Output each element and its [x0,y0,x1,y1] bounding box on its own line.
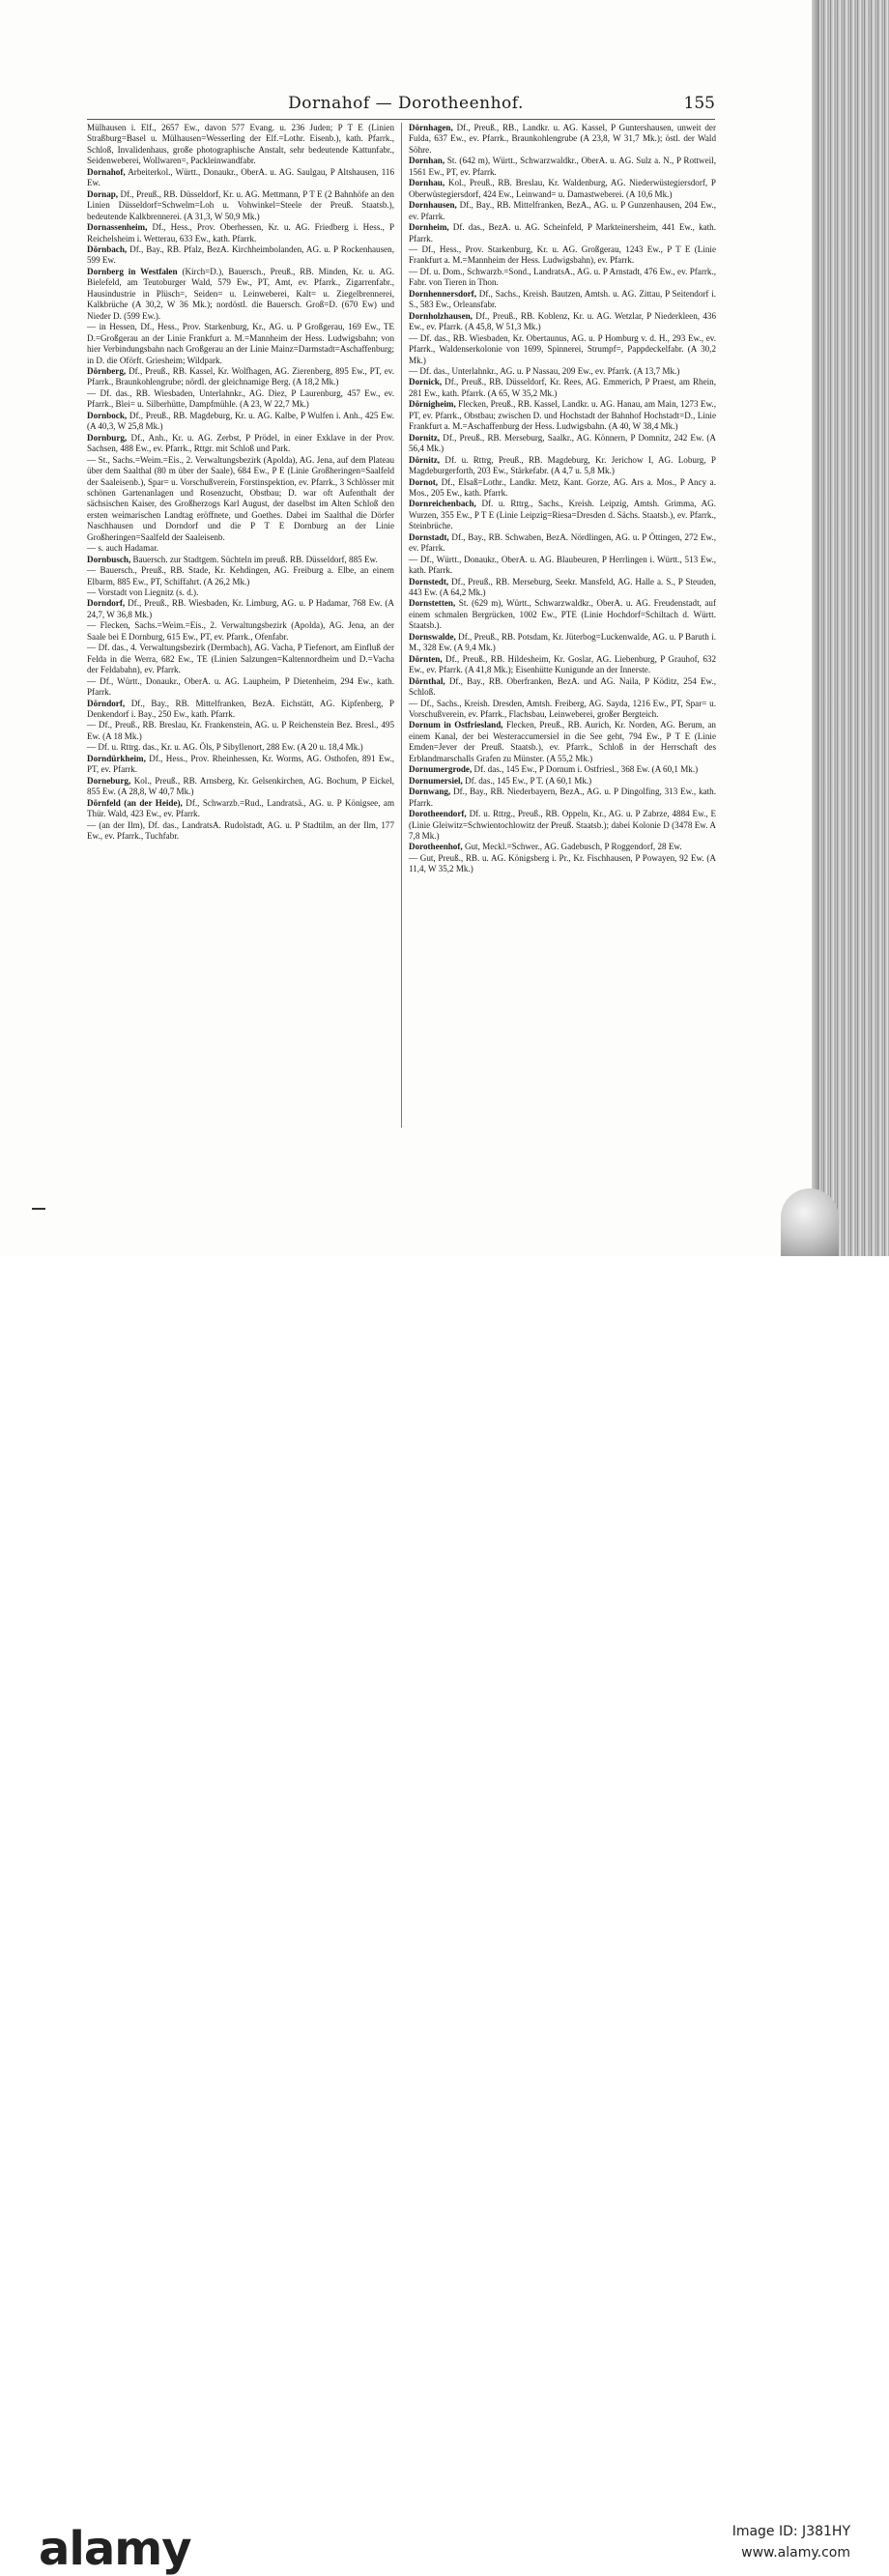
column-divider [401,123,402,1128]
entry-term: Dornahof, [87,166,126,177]
entry-text: St. (629 m), Württ., Schwarzwaldkr., OberA. u. AG. Freudenstadt, auf einem schmalen Bergrücken, 1002 Ew., PTE (Linie Hochdorf=Schiltach d. Württ. Staatsb.). [409,598,716,631]
entry-text: Df., Bay., RB. Pfalz, BezA. Kirchheimbolanden, AG. u. P Rockenhausen, 599 Ew. [87,243,394,266]
entry-text: — Df., Preuß., RB. Breslau, Kr. Frankenstein, AG. u. P Reichenstein Bez. Bresl., 495 Ew. (A 18 Mk.) [87,720,394,741]
dictionary-entry [409,178,716,200]
entry-term: Dörnhagen, [409,123,453,132]
dictionary-entry [87,366,394,388]
entry-text: Df. das., BezA. u. AG. Scheinfeld, P Markteinersheim, 441 Ew., kath. Pfarrk. [409,222,716,243]
entry-text: — Flecken, Sachs.=Weim.=Eis., 2. Verwaltungsbezirk (Apolda), AG. Jena, an der Saale bei E Dornburg, 615 Ew., PT, ev. Pfarrk., Ofenfabr. [87,620,394,642]
entry-term: Dornumergrode, [409,764,473,775]
dictionary-entry [409,200,716,222]
dictionary-entry [87,267,394,322]
entry-text: (Kirch=D.), Bauersch., Preuß., RB. Minden, Kr. u. AG. Bielefeld, am Teutoburger Wald, 579 Ew., PT, Amt, ev. Pfarrk., Zigarrenfabr., Hausindustrie in Plüsch=, Seiden= u. Leinweberei, Kalt= u. Ziegelbrennerei, Kalkbrüche (A 30,2, W 36 Mk.); nordöstl. die Bauersch. Groß=D. (670 Ew) und Nieder D. (599 Ew.). [87,266,395,321]
entry-term: Dörnberg, [87,365,127,376]
dictionary-entry [87,244,394,267]
dictionary-entry [87,776,394,798]
entry-text: Df., Anh., Kr. u. AG. Zerbst, P Prödel, in einer Exklave in der Prov. Sachsen, 488 Ew., ev. Pfarrk., Rttgr. mit Schloß und Park. [87,432,394,454]
entry-term: Dornheim, [409,222,449,233]
entry-text: Df., Preuß., RB. Kassel, Kr. Wolfhagen, AG. Zierenberg, 895 Ew., PT, ev. Pfarrk., Braunkohlengrube; nördl. der gleichnamige Berg. (A 18,2 Mk.) [87,365,395,387]
dictionary-entry [87,167,394,189]
image-id: Image ID: J381HY [731,2524,850,2539]
entry-text: Df., Bay., RB. Oberfranken, BezA. und AG. Naila, P Köditz, 254 Ew., Schloß. [409,675,716,698]
entry-term: Dornhennersdorf, [409,288,476,299]
dictionary-entry [409,598,716,631]
dictionary-entry [409,787,716,809]
entry-text: — Df., Württ., Donaukr., OberA. u. AG. Laupheim, P Dietenheim, 294 Ew., kath. Pfarrk. [87,675,394,698]
entry-text: Df., Bay., RB. Niederbayern, BezA., AG. u. P Dingolfing, 313 Ew., kath. Pfarrk. [409,787,716,808]
dictionary-entry [87,742,394,753]
right-column [409,123,716,875]
page-corner-curl [781,1188,839,1256]
book-page-edge [812,0,889,1256]
entry-text: Df. u. Rttrg, Preuß., RB. Magdeburg, Kr. Jerichow I, AG. Loburg, P Magdeburgerforth, 203 Ew., Stärkefabr. (A 4,7 u. 5,8 Mk.) [409,454,716,476]
entry-text: Arbeiterkol., Württ., Donaukr., OberA. u. AG. Saulgau, P Altshausen, 116 Ew. [87,166,394,188]
entry-text: Df., Sachs., Kreish. Bautzen, Amtsh. u. AG. Zittau, P Seitendorf i. S., 583 Ew., Orleansfabr. [409,288,716,310]
dictionary-entry [409,477,716,500]
entry-text: Df., Hess., Prov. Rheinhessen, Kr. Worms, AG. Osthofen, 891 Ew., PT, ev. Pfarrk. [87,753,394,775]
dictionary-entry [409,222,716,244]
dictionary-entry [87,189,394,222]
entry-text: Df. u. Rttrg., Sachs., Kreish. Leipzig, Amtsh. Grimma, AG. Wurzen, 355 Ew., P T E (Linie Leipzig=Riesa=Dresden d. Sächs. Staatsb.), ev. Pfarrk., Steinbrüche. [409,499,716,531]
dictionary-entry [409,654,716,676]
dictionary-entry [87,123,394,167]
entry-text: Df., Preuß., RB. Hildesheim, Kr. Goslar, AG. Liebenburg, P Grauhof, 632 Ew., ev. Pfarrk. (A 41,8 Mk.); Eisenhütte Kunigunde an der Innerste. [409,653,716,675]
dictionary-entry [409,555,716,577]
entry-text: Df., Preuß., RB. Koblenz, Kr. u. AG. Wetzlar, P Niederkleen, 436 Ew., ev. Pfarrk. (A 45,8, W 51,3 Mk.) [409,310,716,332]
entry-text: — St., Sachs.=Weim.=Eis., 2. Verwaltungsbezirk (Apolda), AG. Jena, auf dem Plateau über dem Saalthal (80 m über der Saale), 684 Ew., P E (Linie Großheringen=Saalfeld der Saaleisenb.), Spar= u. Vorschußverein, Forstinspektion, ev. Pfarrk., 3 Schlösser mit schönen Gartenanlagen und Rosenzucht, Obstbau; D. war oft Aufenthalt der sächsischen Kaiser, des Großherzogs Karl August, der daselbst im Alten Schloß den ersten weimarischen Landtag eröffnete, und Goethes. Dabei im Saalthal die Dörfer Naschhausen und Dorndorf und die P T E Dornburg an der Linie Großheringen=Saalfeld der Saaleisenb. [87,454,394,542]
entry-term: Dornumersiel, [409,775,463,786]
entry-term: Dörnfeld (an der Heide), [87,797,183,808]
entry-text: Kol., Preuß., RB. Arnsberg, Kr. Gelsenkirchen, AG. Bochum, P Eickel, 855 Ew. (A 28,8, W 40,7 Mk.) [87,775,394,797]
dictionary-entry [409,632,716,654]
header-rule [87,119,715,120]
entry-text: — Df. u. Rttrg. das., Kr. u. AG. Öls, P Sibyllenort, 288 Ew. (A 20 u. 18,4 Mk.) [87,742,363,753]
left-column [87,123,394,842]
entry-text: Df., Schwarzb.=Rud., Landratsä., AG. u. P Königsee, am Thür. Wald, 423 Ew., ev. Pfarrk. [87,797,395,819]
dictionary-entry [87,543,394,554]
entry-text: — (an der Ilm), Df. das., LandratsA. Rudolstadt, AG. u. P Stadtilm, an der Ilm, 177 Ew., ev. Pfarrk., Tuchfabr. [87,819,394,841]
entry-text: — Df. das., RB. Wiesbaden, Kr. Obertaunus, AG. u. P Homburg v. d. H., 293 Ew., ev. Pfarrk., Waldenserkolonie von 1699, Spinnerei, Strumpf=, Pappdeckelfabr. (A 30,2 Mk.) [409,332,716,365]
dictionary-entry [409,267,716,289]
site-url[interactable]: www.alamy.com [741,2545,850,2561]
dictionary-entry [87,555,394,565]
entry-term: Dornberg in Westfalen [87,266,178,276]
entry-term: Dornap, [87,188,119,199]
entry-text: — Gut, Preuß., RB. u. AG. Königsberg i. Pr., Kr. Fischhausen, P Powayen, 92 Ew. (A 11,4, W 35,2 Mk.) [409,852,716,874]
entry-term: Dorotheenhof, [409,842,463,852]
entry-text: Df. das., 145 Ew., P T. (A 60,1 Mk.) [465,775,592,786]
entry-text: — Df., Hess., Prov. Starkenburg, Kr. u. AG. Großgerau, 1243 Ew., P T E (Linie Frankfurt a. M.=Mannheim der Hess. Ludwigsbahn), ev. Pfarrk. [409,243,716,266]
entry-term: Dornswalde, [409,631,456,642]
entry-text: Df., Preuß., RB. Düsseldorf, Kr. Rees, AG. Emmerich, P Praest, am Rhein, 281 Ew., kath. Pfarrk. (A 65, W 35,2 Mk.) [409,377,716,398]
entry-term: Dornhausen, [409,200,457,211]
entry-text: — Bauersch., Preuß., RB. Stade, Kr. Kehdingen, AG. Freiburg a. Elbe, an einem Elbarm, 885 Ew., PT, Schiffahrt. (A 26,2 Mk.) [87,565,394,587]
entry-term: Dorndorf, [87,598,126,609]
entry-text: — Df. u. Dom., Schwarzb.=Sond., LandratsA., AG. u. P Arnstadt, 476 Ew., ev. Pfarrk., Fabr. von Tieren in Thon. [409,266,716,288]
page-number: 155 [683,94,715,113]
running-header [97,94,715,117]
entry-text: Df., Preuß., RB. Potsdam, Kr. Jüterbog=Luckenwalde, AG. u. P Baruth i. M., 328 Ew. (A 9,4 Mk.) [409,631,716,653]
dictionary-entry [409,123,716,156]
dictionary-entry [409,853,716,875]
dictionary-entry [409,776,716,787]
entry-text: — Vorstadt von Liegnitz (s. d.). [87,587,199,598]
entry-term: Dörnthal, [409,675,445,686]
entry-text: Df., Elsaß=Lothr., Landkr. Metz, Kant. Gorze, AG. Ars a. Mos., P Ancy a. Mos., 205 Ew., kath. Pfarrk. [409,476,716,498]
dictionary-entry [409,244,716,267]
dictionary-entry [409,676,716,699]
entry-text: Df., Bay., RB. Mittelfranken, BezA., AG. u. P Gunzenhausen, 204 Ew., ev. Pfarrk. [409,200,716,221]
entry-term: Dorneburg, [87,775,131,786]
entry-text: — in Hessen, Df., Hess., Prov. Starkenburg, Kr., AG. u. P Großgerau, 169 Ew., TE D.=Großgerau an der Linie Frankfurt a. M.=Mannheim der Hess. Ludwigsbahn; von hier Verbindungsbahn nach Großgerau an der Linie Mainz=Darmstadt=Aschaffenburg; in D. die Oförft. Griesheim; Wildpark. [87,322,394,365]
dictionary-entry [87,322,394,366]
dictionary-entry [87,222,394,244]
entry-term: Dornstadt, [409,531,449,542]
entry-term: Dornot, [409,476,439,487]
entry-term: Dornbock, [87,410,128,420]
entry-term: Dornwang, [409,787,451,797]
entry-text: Df., Preuß., RB. Düsseldorf, Kr. u. AG. Mettmann, P T E (2 Bahnhöfe an den Linien Düsseldorf=Schwelm=Loh u. Vohwinkel=Steele der Preuß. Staatsb.), bedeutende Kalkbrennerei. (A 31,3, W 50,9 Mk.) [87,188,394,221]
entry-text: Df. das., 145 Ew., P Dornum i. Ostfriesl., 368 Ew. (A 60,1 Mk.) [473,764,699,775]
entry-text: Df., Preuß., RB. Merseburg, Saalkr., AG. Könnern, P Domnitz, 242 Ew. (A 56,4 Mk.) [409,432,716,454]
dictionary-entry [87,798,394,820]
entry-text: Df., Preuß., RB. Wiesbaden, Kr. Limburg, AG. u. P Hadamar, 768 Ew. (A 24,7, W 36,8 Mk.) [87,598,394,619]
entry-term: Dornreichenbach, [409,499,476,509]
entry-term: Dörnitz, [409,454,441,465]
dictionary-entry [409,764,716,775]
dictionary-entry [409,377,716,399]
entry-term: Dornholzhausen, [409,310,473,321]
entry-term: Dornitz, [409,432,441,443]
entry-term: Dorotheendorf, [409,809,467,819]
entry-term: Dörnigheim, [409,399,456,410]
dictionary-entry [87,720,394,742]
entry-text: — s. auch Hadamar. [87,543,158,554]
entry-text: Df., Bay., RB. Schwaben, BezA. Nördlingen, AG. u. P Öttingen, 272 Ew., ev. Pfarrk. [409,531,716,554]
entry-term: Dornhan, [409,156,445,166]
entry-text: — Df. das., Unterlahnkr., AG. u. P Nassau, 209 Ew., ev. Pfarrk. (A 13,7 Mk.) [409,365,680,376]
entry-term: Dörnbach, [87,243,128,254]
entry-term: Dornbusch, [87,554,131,564]
dictionary-entry [87,411,394,433]
entry-text: Df., Bay., RB. Mittelfranken, BezA. Eichstätt, AG. Kipfenberg, P Denkendorf i. Bay., 250 Ew., kath. Pfarrk. [87,698,394,720]
dictionary-entry [409,433,716,455]
entry-text: Df., Preuß., RB. Magdeburg, Kr. u. AG. Kalbe, P Wulfen i. Anh., 425 Ew. (A 40,3, W 25,8 Mk.) [87,410,394,432]
dictionary-entry [87,388,394,411]
dictionary-entry [409,842,716,852]
entry-text: Df., Preuß., RB., Landkr. u. AG. Kassel, P Guntershausen, unweit der Fulda, 637 Ew., ev. Pfarrk., Braunkohlengrube (A 23,8, W 31,7 Mk.); östl. der Wald Söhre. [409,123,716,155]
dictionary-entry [409,289,716,311]
entry-term: Dornburg, [87,432,128,443]
entry-term: Dornassenheim, [87,222,148,233]
entry-term: Dörnten, [409,653,443,664]
dictionary-entry [87,433,394,455]
entry-text: Df., Hess., Prov. Oberhessen, Kr. u. AG. Friedberg i. Hess., P Reichelsheim i. Wetterau, 633 Ew., kath. Pfarrk. [87,222,394,243]
dictionary-entry [409,333,716,366]
dictionary-entry [409,699,716,721]
dictionary-entry [409,366,716,377]
dictionary-entry [87,587,394,598]
dictionary-entry [409,455,716,477]
entry-term: Dornum in Ostfriesland, [409,720,503,730]
dictionary-entry [409,809,716,842]
entry-text: Mülhausen i. Elf., 2657 Ew., davon 577 Evang. u. 236 Juden; P T E (Linien Straßburg=Basel u. Mülhausen=Wesserling der Elf.=Lothr. Eisenb.), kath. Pfarrk., Schloß, Invalidenhaus, große photographische Anstalt, sehr bedeutende Kattunfabr., Seidenweberei, Wollwaren=, Packleinwandfabr. [87,123,394,166]
entry-term: Dorndürkheim, [87,753,146,763]
dictionary-entry [87,565,394,587]
dictionary-entry [87,676,394,699]
entry-text: Df., Preuß., RB. Merseburg, Seekr. Mansfeld, AG. Halle a. S., P Steuden, 443 Ew. (A 64,2 Mk.) [409,576,716,598]
alamy-logo[interactable]: alamy [39,2522,191,2576]
entry-term: Dornstedt, [409,576,449,587]
dictionary-entry [409,311,716,333]
entry-text: Flecken, Preuß., RB. Kassel, Landkr. u. AG. Hanau, am Main, 1273 Ew., PT, ev. Pfarrk., Obstbau; zwischen D. und Hochstadt der Bahnhof Hochstadt=D., Linie Frankfurt a. M.=Aschaffenburg der Hess. Ludwigsbahn. (A 40, W 38,4 Mk.) [409,399,716,432]
dictionary-entry [87,455,394,544]
entry-term: Dornhau, [409,178,445,188]
header-title: Dornahof — Dorotheenhof. [288,94,524,113]
dictionary-entry [87,643,394,675]
entry-text: — Df. das., RB. Wiesbaden, Unterlahnkr., AG. Diez, P Laurenburg, 457 Ew., ev. Pfarrk., Blei= u. Silberhütte, Dampfmühle. (A 23, W 22,7 Mk.) [87,387,394,410]
entry-text: Kol., Preuß., RB. Breslau, Kr. Waldenburg, AG. Niederwüstegiersdorf, P Oberwüstegiersdorf, 424 Ew., Leinwand= u. Damastweberei. (A 10,6 Mk.) [409,178,716,199]
entry-text: Flecken, Preuß., RB. Aurich, Kr. Norden, AG. Berum, an einem Kanal, der bei Westeraccumersiel in die See geht, 794 Ew., P T E (Linie Emden=Jever der Preuß. Staatsb.), ev. Pfarrk., Schloß in der Herrschaft des Erblandmarschalls Grafen zu Münster. (A 55,2 Mk.) [409,720,716,763]
entry-term: Dornick, [409,377,443,387]
dictionary-entry [87,620,394,643]
entry-text: — Df., Sachs., Kreish. Dresden, Amtsh. Freiberg, AG. Sayda, 1216 Ew., PT, Spar= u. Vorschußverein, ev. Pfarrk., Flachsbau, Leinweberei, großer Bergteich. [409,698,716,720]
entry-text: Df. u. Rttrg., Preuß., RB. Oppeln, Kr., AG. u. P Zabrze, 4884 Ew., E (Linie Gleiwitz=Schwientochlowitz der Preuß. Staatsb.); dabei Kolonie D (3478 Ew. A 7,8 Mk.) [409,809,716,841]
dictionary-entry [87,754,394,776]
scanned-page [0,0,889,1256]
entry-text: — Df., Württ., Donaukr., OberA. u. AG. Blaubeuren, P Herrlingen i. Württ., 513 Ew., kath. Pfarrk. [409,554,716,576]
stock-watermark-bar [0,1256,889,2576]
dictionary-entry [409,532,716,555]
dictionary-entry [87,820,394,843]
entry-term: Dornstetten, [409,598,456,609]
dictionary-entry [87,598,394,620]
entry-text: St. (642 m), Württ., Schwarzwaldkr., OberA. u. AG. Sulz a. N., P Rottweil, 1561 Ew., PT, ev. Pfarrk. [409,156,716,177]
entry-term: Dörndorf, [87,698,126,708]
dictionary-entry [409,577,716,599]
dictionary-entry [409,499,716,531]
dictionary-entry [87,699,394,721]
entry-text: Bauersch. zur Stadtgem. Süchteln im preuß. RB. Düsseldorf, 885 Ew. [132,554,378,564]
dictionary-entry [409,156,716,178]
entry-text: — Df. das., 4. Verwaltungsbezirk (Dermbach), AG. Vacha, P Tiefenort, am Einfluß der Felda in die Werra, 682 Ew., TE (Linien Salzungen=Kaltennordheim und D.=Vacha der Feldabahn), ev. Pfarrk. [87,643,394,675]
dictionary-entry [409,720,716,764]
dictionary-entry [409,399,716,432]
margin-dash-mark [32,1208,45,1210]
entry-text: Gut, Meckl.=Schwer., AG. Gadebusch, P Roggendorf, 28 Ew. [464,842,682,852]
